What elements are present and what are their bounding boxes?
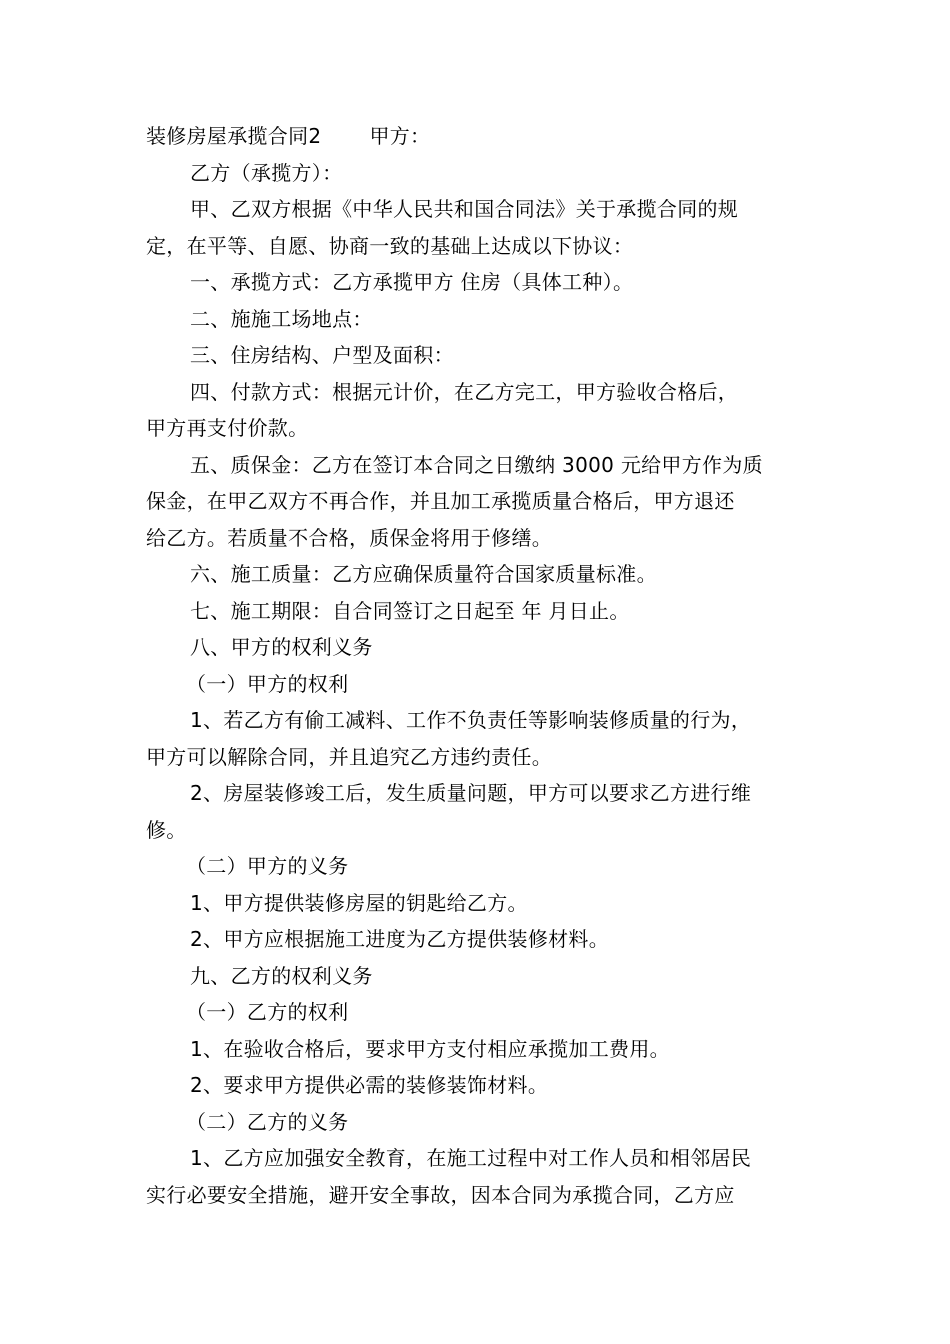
- document-line: （一）乙方的权利: [186, 1000, 349, 1024]
- document-line: （一）甲方的权利: [186, 671, 349, 696]
- document-line: 修。: [146, 817, 187, 842]
- document-line: 五、质保金：乙方在签订本合同之日缴纳 3000 元给甲方作为质: [190, 452, 763, 477]
- document-line: 八、甲方的权利义务: [190, 635, 373, 659]
- document-line: 甲方可以解除合同，并且追究乙方违约责任。: [146, 744, 552, 769]
- document-line: 1、若乙方有偷工减料、工作不负责任等影响装修质量的行为，: [190, 708, 752, 732]
- document-line: 2、要求甲方提供必需的装修装饰材料。: [190, 1073, 549, 1097]
- document-line: 2、甲方应根据施工进度为乙方提供装修材料。: [190, 927, 610, 951]
- document-line: 六、施工质量：乙方应确保质量符合国家质量标准。: [190, 562, 657, 586]
- document-line: 二、施施工场地点：: [190, 306, 373, 331]
- document-line: 1、甲方提供装修房屋的钥匙给乙方。: [190, 890, 528, 915]
- document-line: 四、付款方式：根据元计价，在乙方完工，甲方验收合格后，: [190, 379, 739, 404]
- document-header-line: [146, 118, 812, 155]
- document-line: 甲方再支付价款。: [146, 416, 309, 440]
- party-a-label: 甲方：: [369, 124, 431, 148]
- document-body: [146, 118, 812, 1213]
- document-line: 给乙方。若质量不合格，质保金将用于修缮。: [146, 525, 552, 550]
- document-line: 实行必要安全措施，避开安全事故，因本合同为承揽合同，乙方应: [146, 1182, 735, 1207]
- document-line: （二）甲方的义务: [186, 854, 349, 878]
- document-line: 乙方（承揽方）：: [190, 160, 343, 185]
- document-line: 定，在平等、自愿、协商一致的基础上达成以下协议：: [146, 233, 634, 258]
- document-line: 1、在验收合格后，要求甲方支付相应承揽加工费用。: [190, 1036, 670, 1061]
- document-lines: [146, 155, 812, 1214]
- document-line: 2、房屋装修竣工后，发生质量问题，甲方可以要求乙方进行维: [190, 781, 752, 805]
- document-line: 七、施工期限：自合同签订之日起至 年 月日止。: [190, 598, 630, 623]
- document-line: （二）乙方的义务: [186, 1109, 349, 1134]
- document-line: 一、承揽方式：乙方承揽甲方 住房（具体工种）。: [190, 270, 634, 294]
- document-line: 甲、乙双方根据《中华人民共和国合同法》关于承揽合同的规: [190, 197, 739, 221]
- document-title: 装修房屋承揽合同2: [146, 124, 322, 148]
- document-line: 1、乙方应加强安全教育，在施工过程中对工作人员和相邻居民: [190, 1146, 752, 1170]
- document-line: 九、乙方的权利义务: [190, 963, 373, 988]
- document-line: 三、住房结构、户型及面积：: [190, 343, 454, 367]
- document-line: 保金，在甲乙双方不再合作，并且加工承揽质量合格后，甲方退还: [146, 489, 735, 513]
